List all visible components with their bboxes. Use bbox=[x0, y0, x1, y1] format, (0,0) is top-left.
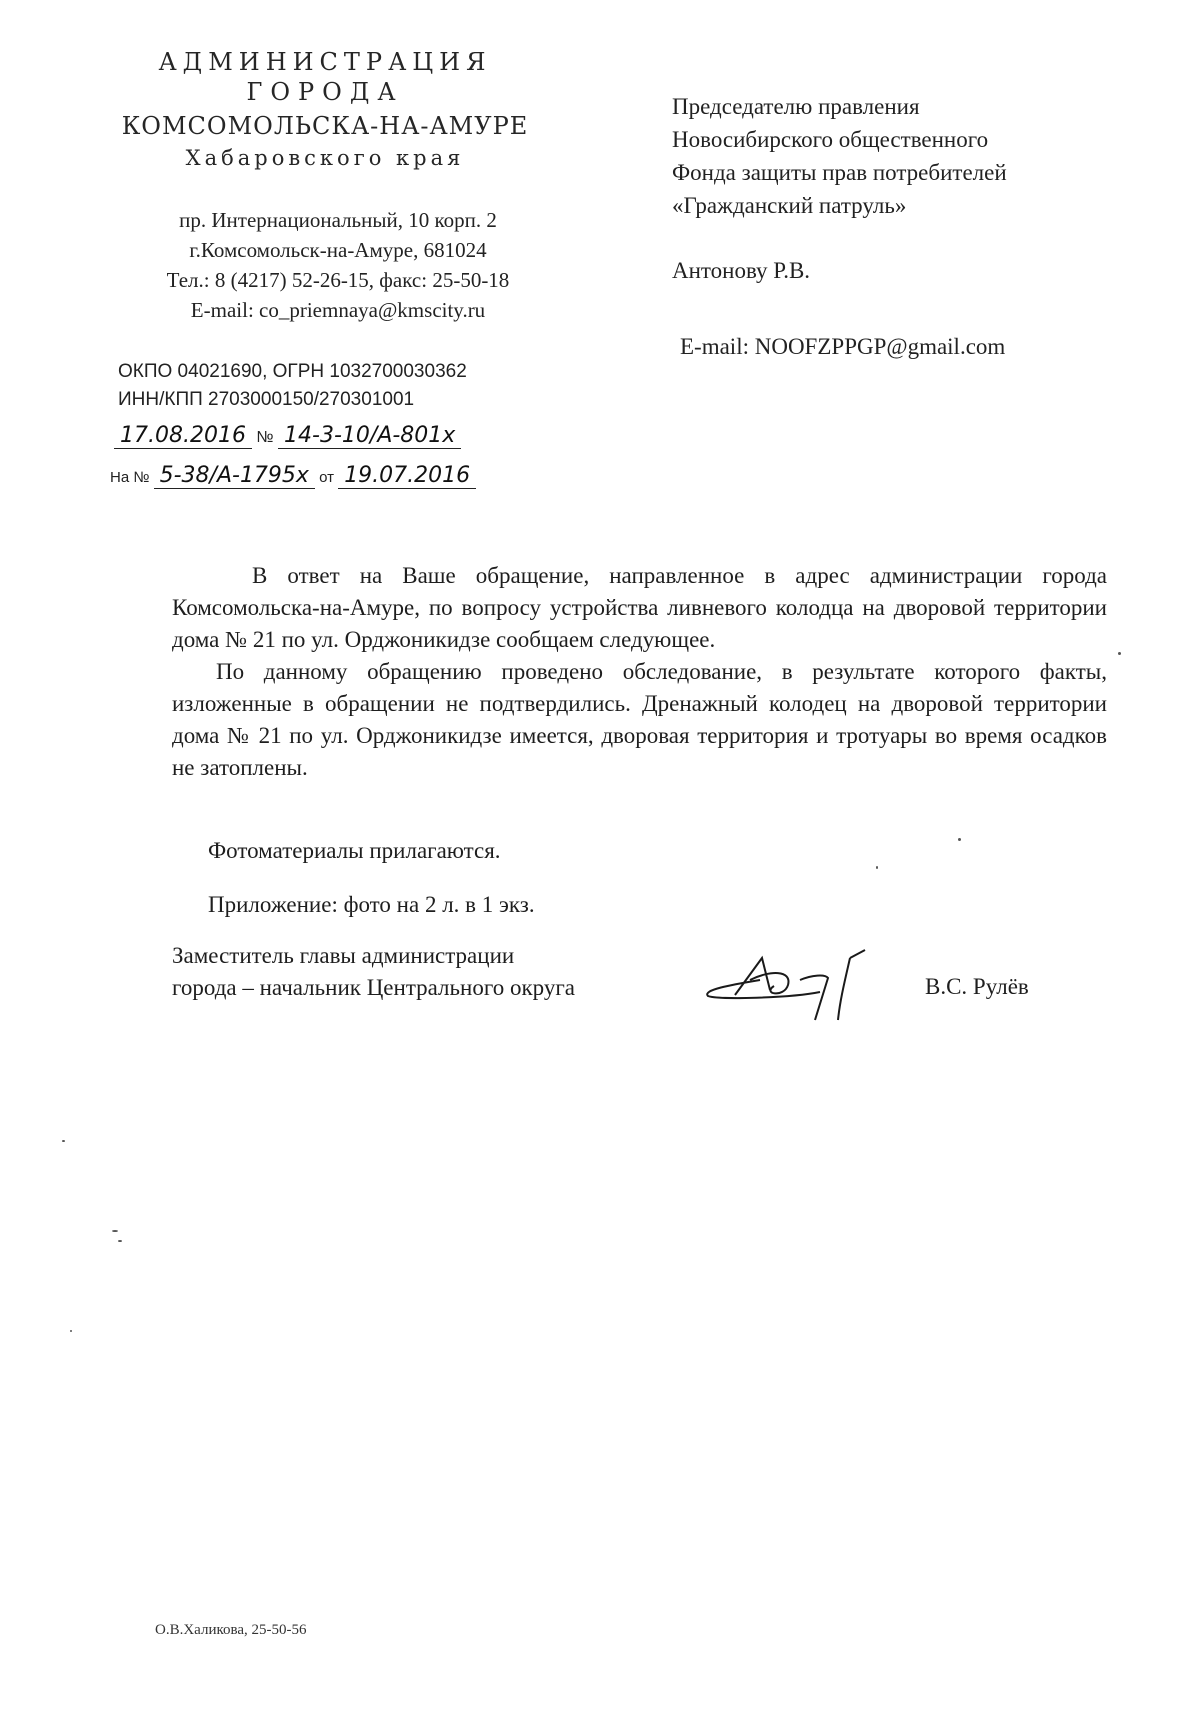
sender-address bbox=[118, 205, 558, 325]
executor-contact: О.В.Халикова, 25-50-56 bbox=[155, 1622, 307, 1638]
photos-note: Фотоматериалы прилагаются. bbox=[208, 838, 501, 863]
signatory-title-line-2: города – начальник Центрального округа bbox=[172, 975, 575, 1000]
scan-speck bbox=[62, 1140, 65, 1142]
reference-number-label: На № bbox=[110, 469, 150, 486]
scan-speck bbox=[118, 1240, 122, 1242]
reference-number: 5-38/А-1795х bbox=[154, 463, 315, 489]
signatory-title-line-1: Заместитель главы администрации bbox=[172, 943, 515, 968]
address-street: пр. Интернациональный, 10 корп. 2 bbox=[179, 208, 497, 232]
scan-speck bbox=[112, 1230, 118, 1232]
sender-registry-codes bbox=[118, 358, 558, 414]
outgoing-number-label: № bbox=[256, 429, 274, 446]
letterhead-city-name: КОМСОМОЛЬСКА-НА-АМУРЕ bbox=[121, 112, 529, 140]
address-email: E-mail: co_priemnaya@kmscity.ru bbox=[190, 298, 486, 322]
handwritten-signature bbox=[700, 940, 920, 1030]
scan-speck bbox=[876, 866, 878, 869]
addressee-email: E-mail: NOOFZPPGP@gmail.com bbox=[680, 334, 1006, 359]
addressee-line: Фонда защиты прав потребителей bbox=[672, 160, 1007, 185]
scan-speck bbox=[70, 1330, 72, 1332]
reference-date: 19.07.2016 bbox=[338, 463, 476, 489]
inn-kpp: ИНН/КПП 2703000150/270301001 bbox=[118, 389, 415, 410]
addressee-line: Новосибирского общественного bbox=[672, 127, 989, 152]
letterhead-region: Хабаровского края bbox=[185, 146, 465, 170]
okpo-ogrn: ОКПО 04021690, ОГРН 1032700030362 bbox=[118, 361, 467, 382]
body-paragraph-2: По данному обращению проведено обследование, в результате которого факты, изложенные в обращении не подтвердились. Дренажный колодец на дворовой территории дома № 21 по ул. Орджоникидзе имеется, дворовая территория и тротуары во время осадков не затоплены. bbox=[172, 659, 1107, 780]
letterhead-city: ГОРОДА bbox=[246, 78, 404, 106]
attachment-note: Приложение: фото на 2 л. в 1 экз. bbox=[208, 892, 535, 917]
outgoing-date: 17.08.2016 bbox=[114, 423, 252, 449]
reference-from-label: от bbox=[319, 469, 335, 486]
scan-speck bbox=[958, 838, 961, 841]
outgoing-number: 14-3-10/А-801х bbox=[278, 423, 461, 449]
address-phone: Тел.: 8 (4217) 52-26-15, факс: 25-50-18 bbox=[166, 268, 510, 292]
addressee-block bbox=[672, 90, 1152, 222]
letterhead bbox=[90, 48, 560, 170]
signatory-title bbox=[172, 940, 575, 1004]
body-paragraph-1: В ответ на Ваше обращение, направленное в адрес администрации города Комсомольска-на-Амуре, по вопросу устройства ливневого колодца на дворовой территории дома № 21 по ул. Орджоникидзе сообщаем следующее. bbox=[172, 563, 1107, 652]
outgoing-registration bbox=[114, 423, 461, 448]
letter-body bbox=[172, 560, 1107, 784]
scan-speck bbox=[1118, 652, 1121, 655]
addressee-name: Антонову Р.В. bbox=[672, 258, 811, 283]
signatory-name: В.С. Рулёв bbox=[925, 974, 1029, 999]
letterhead-administration: АДМИНИСТРАЦИЯ bbox=[158, 48, 492, 76]
addressee-line: Председателю правления bbox=[672, 94, 920, 119]
addressee-line: «Гражданский патруль» bbox=[672, 193, 907, 218]
incoming-reference bbox=[110, 463, 476, 488]
address-city: г.Комсомольск-на-Амуре, 681024 bbox=[189, 238, 487, 262]
